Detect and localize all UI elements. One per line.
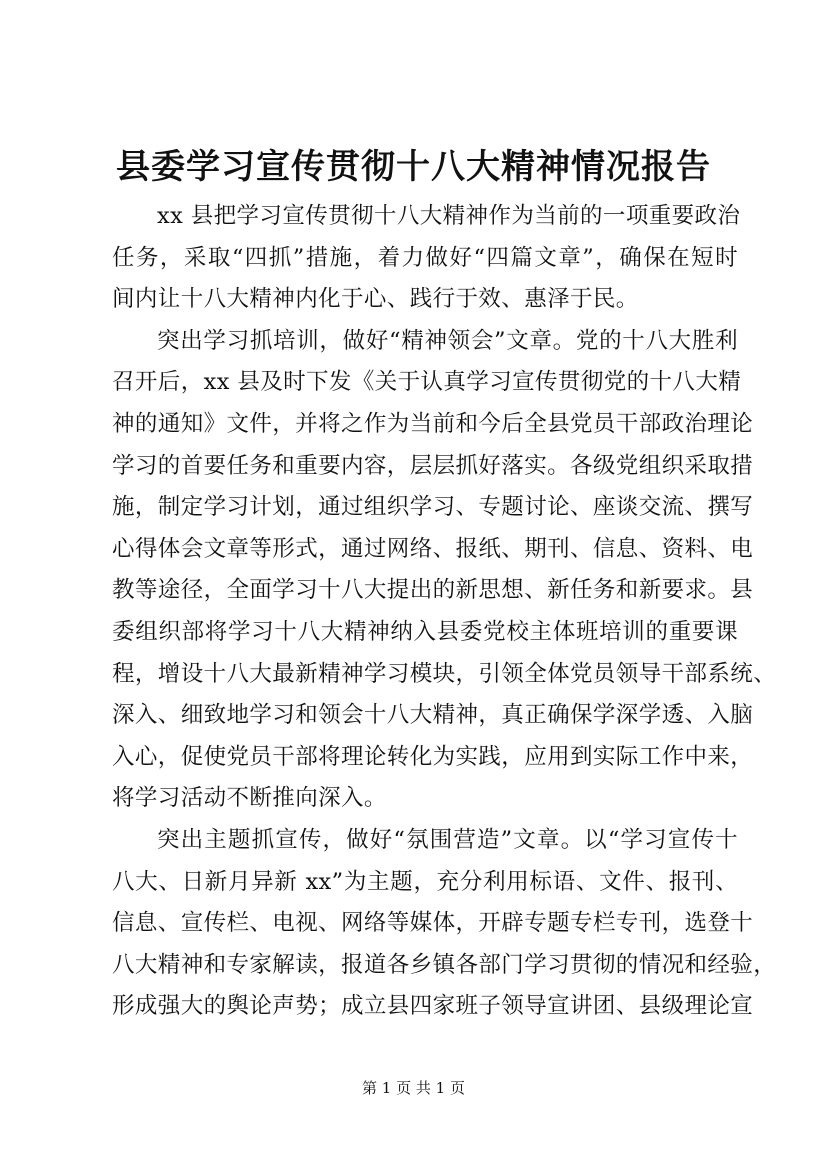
page-title: 县委学习宣传贯彻十八大精神情况报告 [116,147,711,187]
text-line: 程，增设十八大最新精神学习模块，引领全体党员领导干部系统、 [112,660,777,687]
text-line: 间内让十八大精神内化于心、践行于效、惠泽于民。 [112,286,639,313]
text-line: xx 县把学习宣传贯彻十八大精神作为当前的一项重要政治 [157,203,741,229]
text-line: 八大、日新月异新 xx”为主题，充分利用标语、文件、报刊、 [112,868,738,895]
text-line: 心得体会文章等形式，通过网络、报纸、期刊、信息、资料、电 [112,535,754,562]
text-line: 召开后，xx 县及时下发《关于认真学习宣传贯彻党的十八大精 [112,369,742,396]
text-line: 深入、细致地学习和领会十八大精神，真正确保学深学透、入脑 [112,702,754,729]
text-line: 入心，促使党员干部将理论转化为实践，应用到实际工作中来， [112,743,754,770]
text-line: 形成强大的舆论声势；成立县四家班子领导宣讲团、县级理论宣 [112,993,754,1020]
text-line: 委组织部将学习十八大精神纳入县委党校主体班培训的重要课 [112,618,738,645]
text-line: 突出主题抓宣传，做好“氛围营造”文章。以“学习宣传十 [157,826,738,853]
text-line: 信息、宣传栏、电视、网络等媒体，开辟专题专栏专刊，选登十 [112,910,754,937]
text-line: 学习的首要任务和重要内容，层层抓好落实。各级党组织采取措 [112,452,754,479]
text-line: 八大精神和专家解读，报道各乡镇各部门学习贯彻的情况和经验， [112,951,777,978]
text-line: 施，制定学习计划，通过组织学习、专题讨论、座谈交流、撰写 [112,494,754,521]
text-line: 神的通知》文件，并将之作为当前和今后全县党员干部政治理论 [112,410,754,437]
text-line: 将学习活动不断推向深入。 [112,785,387,812]
text-line: 任务，采取“四抓”措施，着力做好“四篇文章”，确保在短时 [112,244,738,271]
document-body [112,196,777,1028]
text-line: 突出学习抓培训，做好“精神领会”文章。党的十八大胜利 [157,327,738,354]
text-line: 教等途径，全面学习十八大提出的新思想、新任务和新要求。县 [112,577,754,604]
page-footer: 第 1 页 共 1 页 [362,1079,465,1097]
